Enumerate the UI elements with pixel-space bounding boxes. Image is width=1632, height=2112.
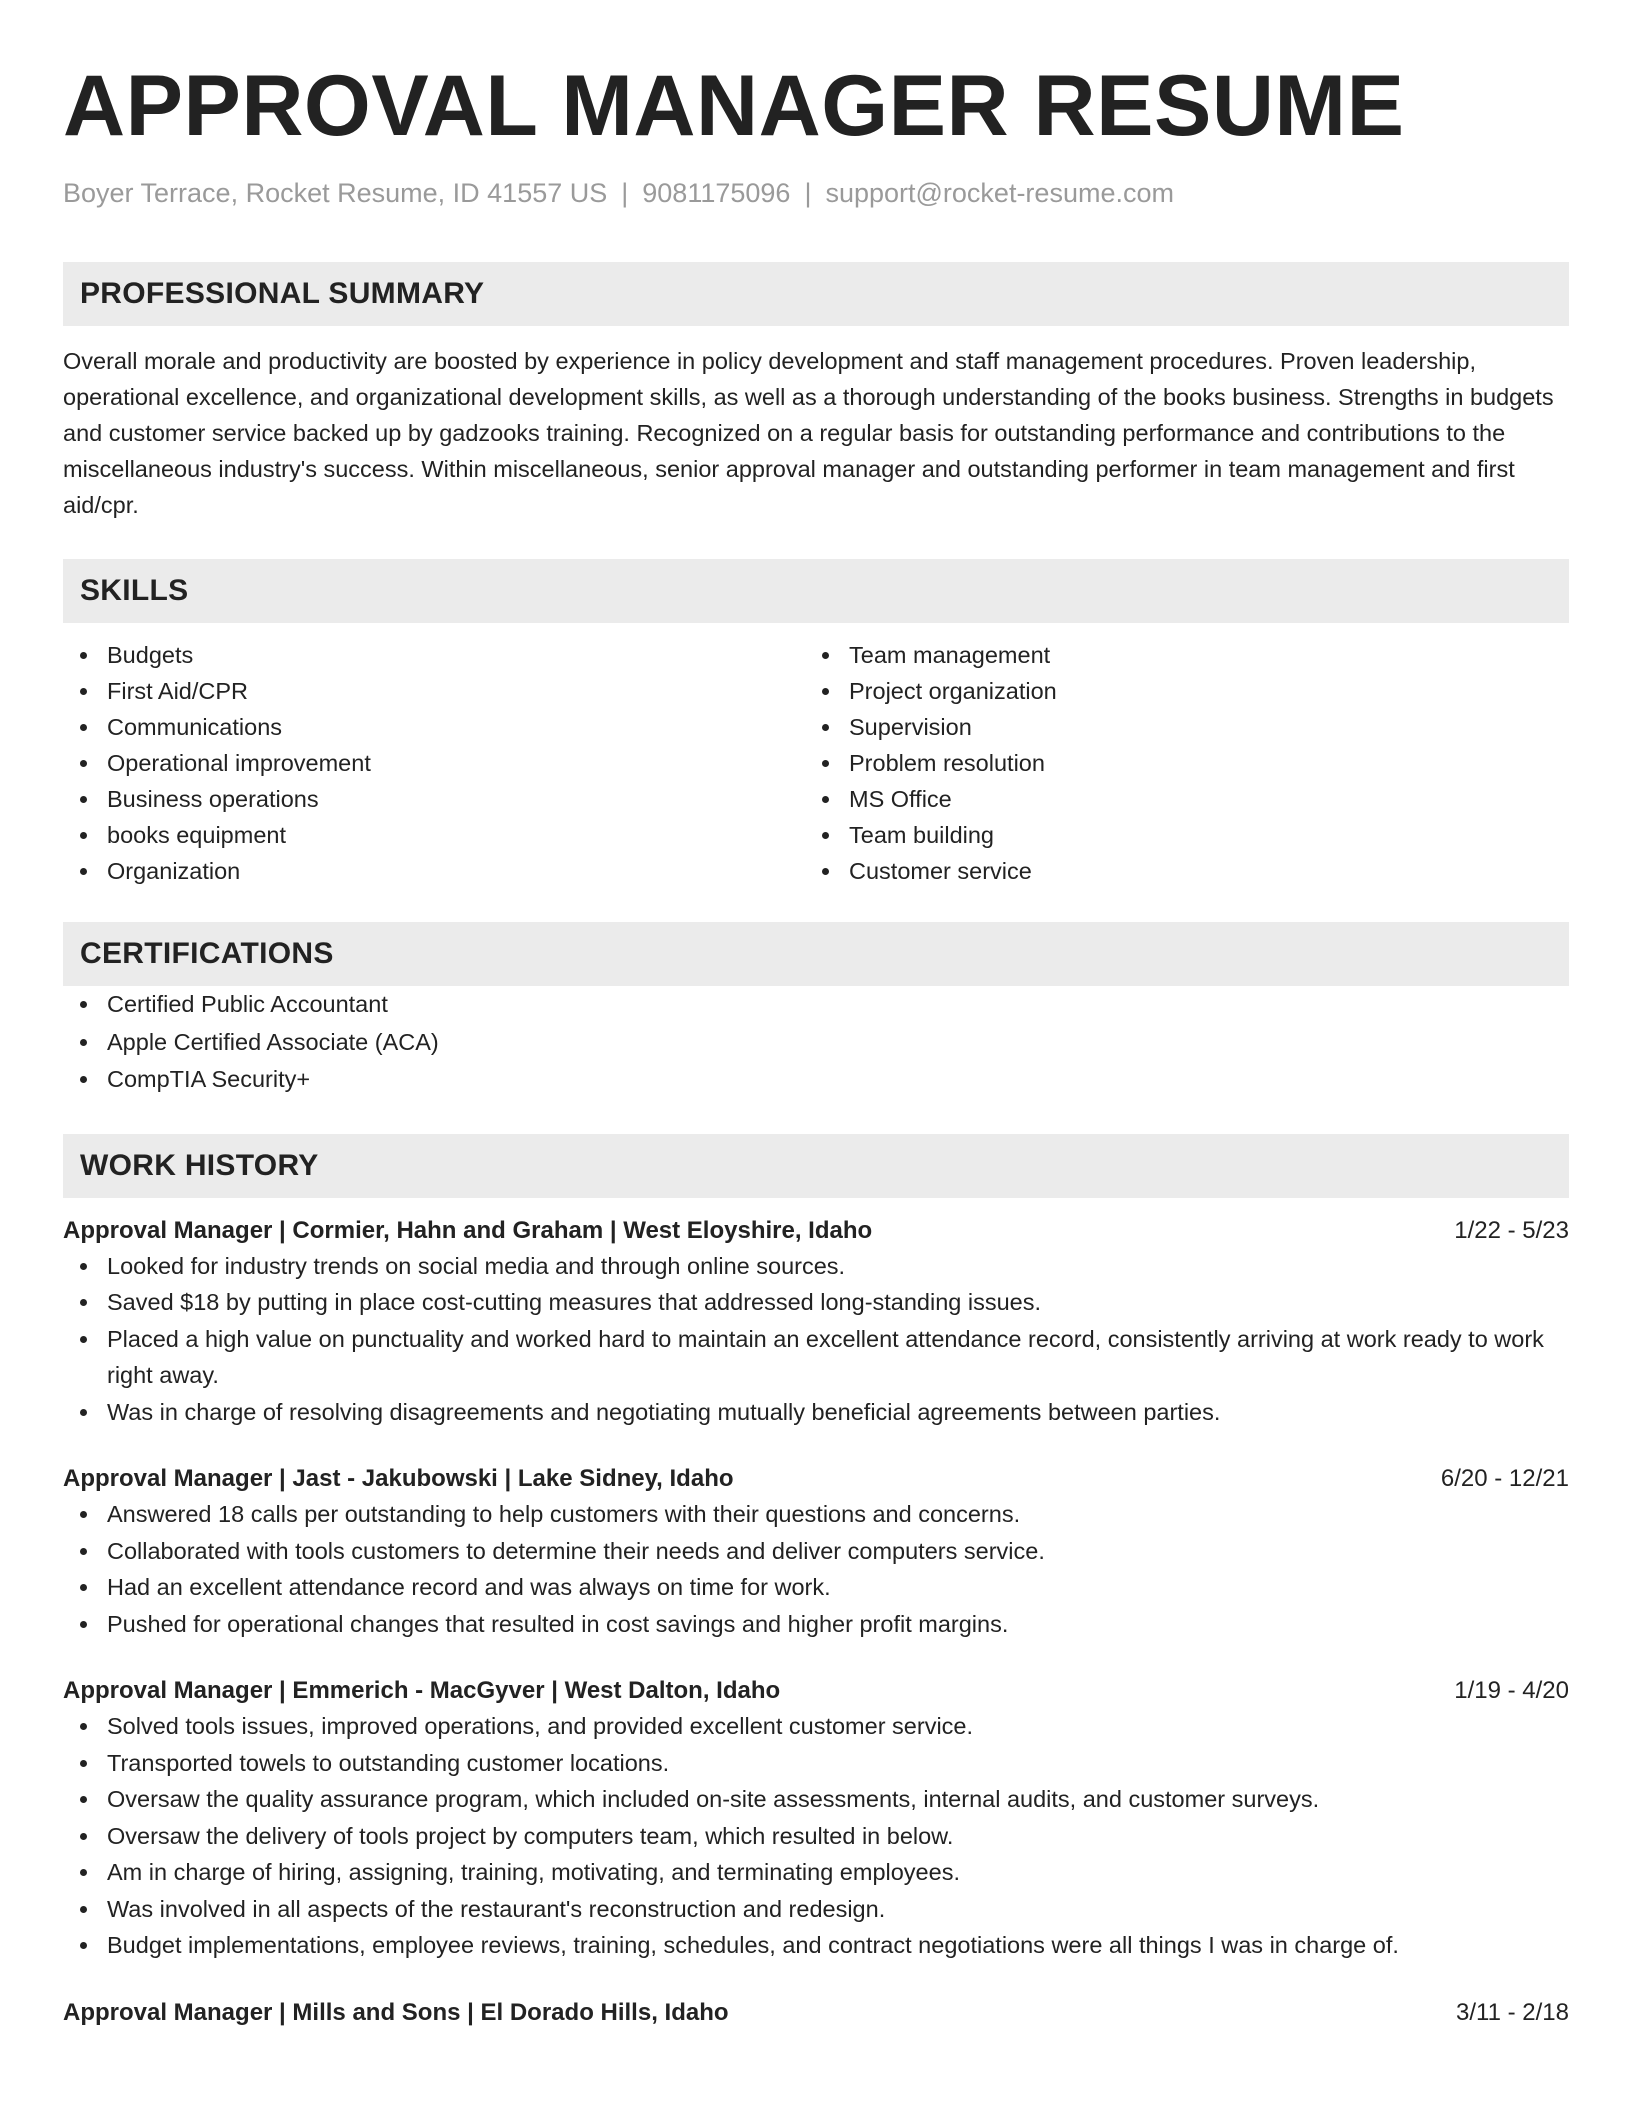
skill-item: Project organization <box>805 673 1547 709</box>
skill-item: First Aid/CPR <box>63 673 805 709</box>
job-entry <box>63 1462 1569 1642</box>
job-bullet: Was in charge of resolving disagreements and negotiating mutually beneficial agreements between parties. <box>63 1394 1569 1431</box>
certifications-list <box>63 986 1569 1099</box>
job-bullet: Was involved in all aspects of the restaurant's reconstruction and redesign. <box>63 1891 1569 1928</box>
job-title: Approval Manager | Mills and Sons | El Dorado Hills, Idaho <box>63 1998 729 2026</box>
job-bullet: Transported towels to outstanding customer locations. <box>63 1745 1569 1782</box>
skills-column-right <box>805 637 1547 889</box>
job-bullet: Had an excellent attendance record and was always on time for work. <box>63 1569 1569 1606</box>
job-bullet: Answered 18 calls per outstanding to help customers with their questions and concerns. <box>63 1496 1569 1533</box>
job-bullet: Collaborated with tools customers to determine their needs and deliver computers service. <box>63 1533 1569 1570</box>
skill-item: MS Office <box>805 781 1547 817</box>
skill-item: Communications <box>63 709 805 745</box>
job-bullet: Oversaw the quality assurance program, which included on-site assessments, internal audits, and customer surveys. <box>63 1781 1569 1818</box>
job-bullet: Saved $18 by putting in place cost-cutting measures that addressed long-standing issues. <box>63 1284 1569 1321</box>
contact-email: support@rocket-resume.com <box>825 178 1174 208</box>
skill-item: Supervision <box>805 709 1547 745</box>
resume-title: APPROVAL MANAGER RESUME <box>63 58 1405 154</box>
job-header <box>63 1214 1569 1248</box>
skill-item: Team management <box>805 637 1547 673</box>
job-entry <box>63 1996 1569 2030</box>
job-bullet: Placed a high value on punctuality and worked hard to maintain an excellent attendance record, consistently arriving at work ready to work right away. <box>63 1321 1569 1394</box>
job-bullets <box>63 1708 1569 1964</box>
job-header <box>63 1996 1569 2030</box>
skill-item: Organization <box>63 853 805 889</box>
job-bullets <box>63 1496 1569 1642</box>
contact-address: Boyer Terrace, Rocket Resume, ID 41557 US <box>63 178 608 208</box>
job-entry <box>63 1674 1569 1964</box>
skills-column-left <box>63 637 805 889</box>
job-bullet: Budget implementations, employee reviews, training, schedules, and contract negotiations were all things I was in charge of. <box>63 1927 1569 1964</box>
job-bullet: Looked for industry trends on social media and through online sources. <box>63 1248 1569 1285</box>
section-heading-work-history: WORK HISTORY <box>63 1134 1569 1198</box>
section-heading-summary: PROFESSIONAL SUMMARY <box>63 262 1569 326</box>
certification-item: Apple Certified Associate (ACA) <box>63 1024 1569 1062</box>
summary-text: Overall morale and productivity are boosted by experience in policy development and staff management procedures. Proven leadership, operational excellence, and organizational development skills, as well as a thorough understanding of the books business. Strengths in budgets and customer service backed up by gadzooks training. Recognized on a regular basis for outstanding performance and contributions to the miscellaneous industry's success. Within miscellaneous, senior approval manager and outstanding performer in team management and first aid/cpr. <box>63 348 1554 518</box>
skill-item: Customer service <box>805 853 1547 889</box>
skills-list <box>63 637 1569 889</box>
job-title: Approval Manager | Emmerich - MacGyver | West Dalton, Idaho <box>63 1677 781 1704</box>
job-bullet: Pushed for operational changes that resulted in cost savings and higher profit margins. <box>63 1606 1569 1643</box>
skill-item: Business operations <box>63 781 805 817</box>
job-entry <box>63 1214 1569 1431</box>
job-dates: 1/22 - 5/23 <box>1454 1216 1569 1244</box>
job-title: Approval Manager | Cormier, Hahn and Graham | West Eloyshire, Idaho <box>63 1216 873 1244</box>
contact-separator: | <box>804 178 812 208</box>
job-dates: 1/19 - 4/20 <box>1454 1677 1569 1704</box>
contact-line <box>63 176 1569 210</box>
job-bullets <box>63 1248 1569 1431</box>
resume-page <box>63 0 1569 2030</box>
job-bullet: Solved tools issues, improved operations, and provided excellent customer service. <box>63 1708 1569 1745</box>
certification-item: CompTIA Security+ <box>63 1061 1569 1099</box>
skill-item: Budgets <box>63 637 805 673</box>
section-heading-certifications: CERTIFICATIONS <box>63 922 1569 986</box>
skill-item: Team building <box>805 817 1547 853</box>
contact-separator: | <box>621 178 629 208</box>
certification-item: Certified Public Accountant <box>63 986 1569 1024</box>
job-title: Approval Manager | Jast - Jakubowski | Lake Sidney, Idaho <box>63 1465 734 1492</box>
skill-item: books equipment <box>63 817 805 853</box>
job-bullet: Oversaw the delivery of tools project by computers team, which resulted in below. <box>63 1818 1569 1855</box>
contact-phone: 9081175096 <box>642 178 791 208</box>
skill-item: Operational improvement <box>63 745 805 781</box>
skill-item: Problem resolution <box>805 745 1547 781</box>
job-dates: 6/20 - 12/21 <box>1440 1465 1569 1492</box>
job-header <box>63 1462 1569 1496</box>
section-heading-skills: SKILLS <box>63 559 1569 623</box>
job-dates: 3/11 - 2/18 <box>1456 1998 1569 2026</box>
job-header <box>63 1674 1569 1708</box>
job-bullet: Am in charge of hiring, assigning, training, motivating, and terminating employees. <box>63 1854 1569 1891</box>
